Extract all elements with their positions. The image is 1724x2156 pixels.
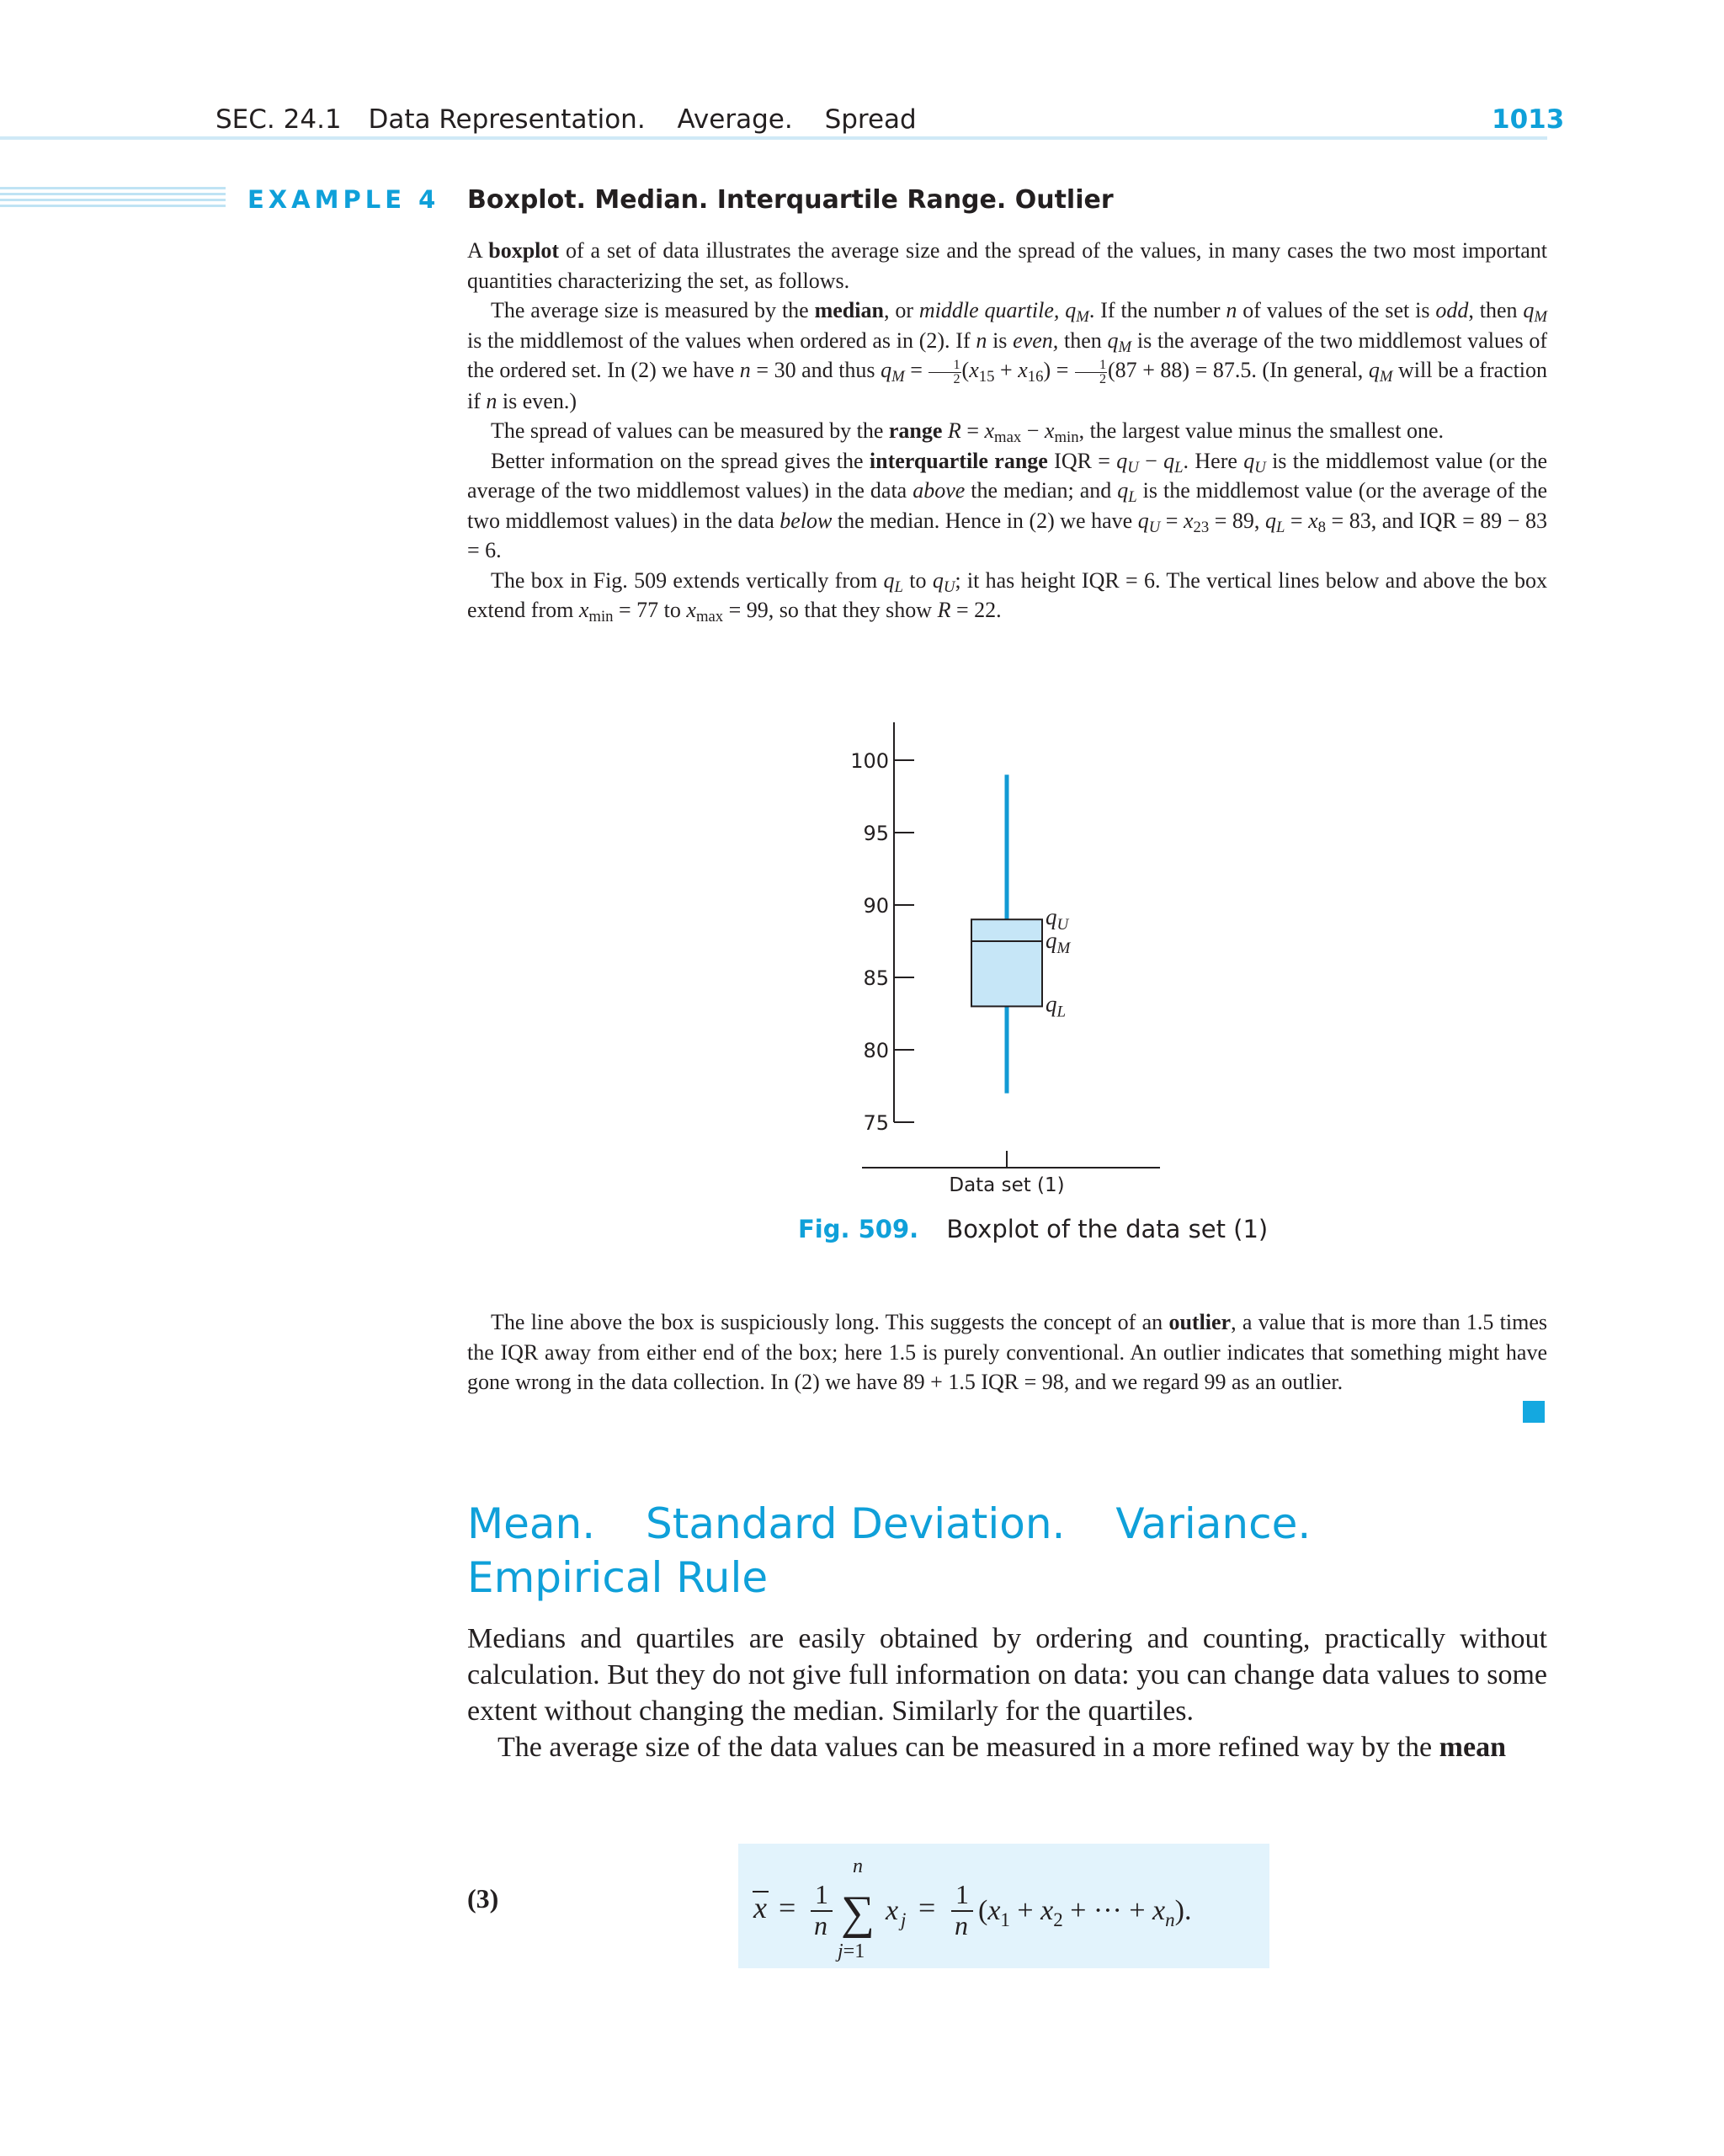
y-tick-label-95: 95 [863,822,889,845]
svg-text:(x1 + x2 + ··· + xn).: ($x_1 + x_2$ + ··· + $x_n$). [978,1895,1192,1930]
svg-text:=: = [779,1891,796,1924]
section-heading-line-1 [467,1497,1311,1551]
boxplot [971,775,1072,1093]
heading-std: Standard Deviation. [646,1499,1066,1548]
svg-text:∑: ∑ [841,1887,875,1939]
example-body: A boxplot of a set of data illustrates the average size and the spread of the values, in many cases the two most important quantities characterizing the set, as follows. The average size is measured by the median, or middle quartile, $q_M$. If the number n of values of the set is odd, then $q_M$ is the middlemost of the values when ordered as in (2). If n is even, then $q_M$ is the average of the two middlemost values of the ordered set. In (2) we have n = 30 and thus $q_M$ = $\frac{1}{2}$ $(x_{15} + x_{16})$ = $\frac{1}{2}$ (87 + 88) = 87.5. (In general, $q_M$ will be a fraction if n is even.) The spread of values can be measured by the range $R = x_{max} - x_{min}$, the largest value minus the smallest one. Better information on the spread gives the interquartile range IQR = $q_U - q_L$. Here $q_U$ is the middlemost value (or the average of the two middlemost values) in the data above the median; and $q_L$ is the middlemost value (or the average of the two middlemost values) in the data below the median. Hence in (2) we have $q_U = x_{23} = 89$, $q_L = x_8 = 83$, and IQR = 89 − 83 = 6. The box in Fig. 509 extends vertically from $q_L$ to $q_U$; it has height IQR = 6. The vertical lines below and above the box extend from $x_{min} = 77$ to $x_{max} = 99$, so that they show R = 22. [467,238,1548,626]
svg-text:x: x [886,1895,899,1926]
y-tick-label-90: 90 [863,894,889,918]
q-median-label: $q_M$ [1046,928,1071,957]
heading-mean: Mean. [467,1499,596,1548]
example-label: EXAMPLE 4 [247,185,440,214]
mean-equation [738,1844,1269,1968]
section-heading [467,1497,1311,1605]
svg-text:n: n [853,1855,863,1877]
svg-text:x: x [753,1891,767,1924]
figure-caption [798,1215,1268,1243]
page-number: 1013 [1492,104,1565,135]
section-body: Medians and quartiles are easily obtained by ordering and counting, practically without calculation. But they do not give full information on data: you can change data values to some extent without changing the median. Similarly for the quartiles. The average size of the data values can be measured in a more refined way by the mean [467,1623,1547,1763]
y-tick-label-100: 100 [850,749,889,773]
svg-text:1: 1 [955,1879,969,1909]
section-heading-line-2: Empirical Rule [467,1553,769,1602]
svg-text:=: = [918,1891,936,1924]
y-tick-label-75: 75 [863,1111,889,1135]
q-upper-label: $q_U$ [1046,904,1069,934]
heading-variance: Variance. [1115,1499,1312,1548]
svg-text:j=1: j=1 [838,1940,865,1962]
end-of-example-marker [1523,1401,1545,1423]
section-number: SEC. 24.1 [216,104,342,135]
outlier-paragraph: The line above the box is suspiciously long. This suggests the concept of an outlier, a value that is more than 1.5 times the IQR away from either end of the box; here 1.5 is purely conventional. An outlier indicates that something might have gone wrong in the data collection. In (2) we have 89 + 1.5 IQR = 98, and we regard 99 as an outlier. [467,1310,1548,1394]
equation-number: (3) [467,1883,499,1914]
q-lower-label: $q_L$ [1046,991,1067,1021]
svg-text:1: 1 [815,1879,828,1909]
interquartile-box [971,919,1042,1006]
example-title: Boxplot. Median. Interquartile Range. Outlier [467,185,1114,215]
y-tick-label-80: 80 [863,1039,889,1062]
y-tick-label-85: 85 [863,966,889,990]
figure-label: Fig. 509. [798,1215,919,1243]
header-title-3: Spread [824,104,917,135]
header-title-1: Data Representation. [368,104,646,135]
figure-caption-text: Boxplot of the data set (1) [946,1215,1269,1243]
svg-text:n: n [955,1910,968,1940]
svg-text:j: j [901,1909,907,1930]
svg-text:n: n [814,1910,827,1940]
header-title-2: Average. [677,104,793,135]
x-axis-label: Data set (1) [949,1174,1065,1196]
